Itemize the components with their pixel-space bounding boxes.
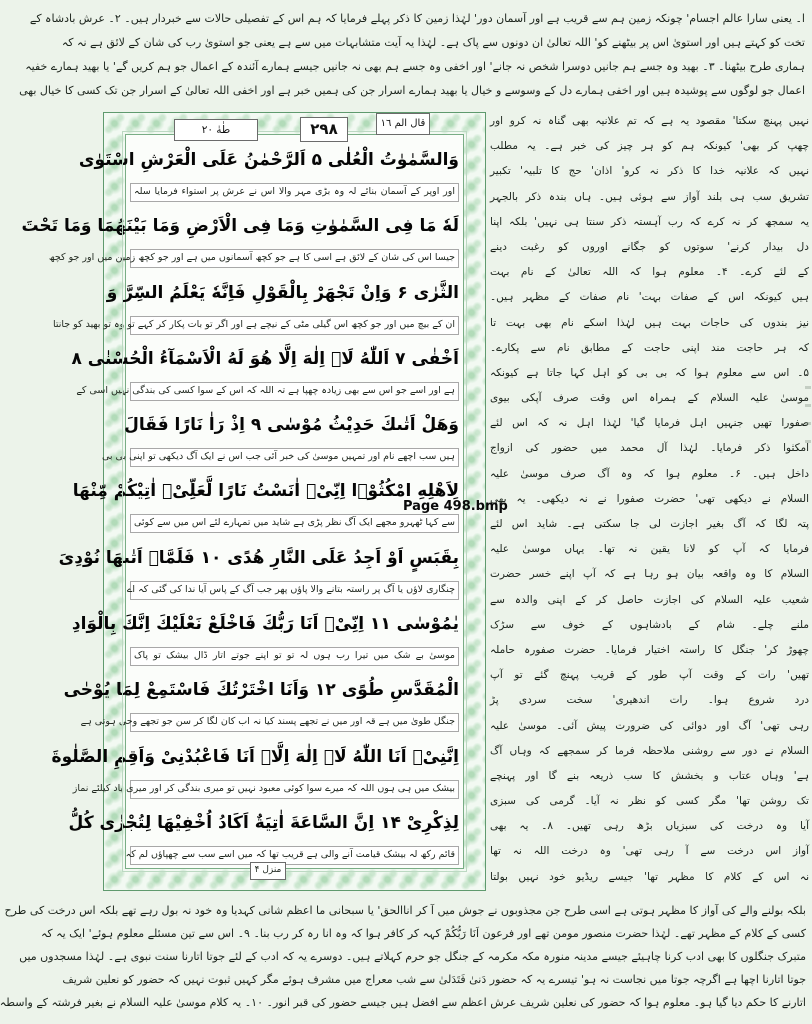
interlinear-urdu-translation: قائم رکھ لہ بیشک قیامت آنے والی ہے قریب تھا کہ میں اسے سب سے چھپاؤں لم کہ xyxy=(130,846,459,865)
commentary-line: نہیں کہ علانیہ خدا کا ذکر نہ کرو' اذان' حج کا تلبیہ' تکبیر xyxy=(490,165,809,178)
commentary-line: بلکہ بولنے والے کی آواز کا مظہر ہوتی ہے اسی طرح جن مجذوبوں نے جوش میں آ کر اناالحق' یا سبحانی ما اعظم شانی کہدیا وہ خود نہ بول رہے تھے بلکہ اس درخت کی طرح xyxy=(4,904,806,917)
surah-name-box: طٰهٰ ۲۰ xyxy=(174,119,258,141)
commentary-line: السلام کا وہ واقعہ بیان ہو رہا ہے کہ آپ اپنے خسر حضرت xyxy=(490,568,809,581)
commentary-line: ا۔ یعنی سارا عالم اجسام' چونکہ زمین ہم سے قریب ہے اور آسمان دور' لہٰذا زمین کا ذکر پہلے فرمایا کہ ہم اس کے تفصیلی حالات سے خبردار ہیں۔ ۲۔ عرش بادشاہ کے xyxy=(29,12,805,25)
verse-pair xyxy=(71,337,459,401)
interlinear-urdu-translation: چنگاری لاؤں یا آگ پر راستہ بتانے والا پاؤں پھر جب آگ کے پاس آیا ندا کی گئی کہ اے xyxy=(130,581,459,600)
verse-pair xyxy=(71,602,459,666)
page-number-box: ۲۹۸ xyxy=(300,117,348,142)
commentary-line: اتارنے کا حکم دیا گیا ہو۔ معلوم ہوا کہ حضور کی نعلین شریف عرش اعظم سے افضل ہیں جیسے حضور کی قبر انور۔ ۱۰۔ یہ کلام موسیٰ علیہ السلام نے بغیر فرشتہ کے واسطہ xyxy=(0,996,806,1009)
interlinear-urdu-translation: ہیں سب اچھے نام اور تمہیں موسیٰ کی خبر آئی جب اس نے ایک آگ دیکھی تو اپنی بی بی xyxy=(130,448,459,467)
verse-pair xyxy=(52,271,459,335)
commentary-line: تھیں' رات کے وقت آپ طور کے قریب پہنچ گئے تو آپ xyxy=(490,669,809,682)
commentary-line: تشریق سب ہی بلند آواز سے ہوئی ہیں۔ ہاں بندہ ذکر بالجہر xyxy=(490,190,809,203)
commentary-line: متبرک جنگلوں کا بھی ادب کرنا چاہیئے جیسے مدینہ منورہ مکہ مکرمہ کے جنگل جو حرم کہلاتے ہیں۔ دوسرے یہ کہ ادب کے لئے جوتا اتارنا سنت نبوی ہے۔ لہٰذا مسجدوں میں xyxy=(19,950,806,963)
interlinear-urdu-translation: جیسا اس کی شان کے لائق ہے اسی کا ہے جو کچھ آسمانوں میں ہے اور جو کچھ زمین میں اور جو کچھ xyxy=(130,249,459,268)
verse-pair xyxy=(68,801,459,865)
commentary-line: اعمال جو لوگوں سے پوشیدہ ہیں اور اخفی ہمارے دل کے وسوسے و خیال یا بھید ہمارے اسرار جن کی ہمیں خبر ہے اور اخفی اللہ تعالیٰ کے اسرار جن تک کسی کا خیال بھی xyxy=(19,84,805,97)
commentary-line: آیا وہ درخت کی سبزیاں بڑھ رہی تھیں۔ ۸۔ یہ بھی xyxy=(490,820,810,833)
commentary-line: کہ ہر حاجت مند اپنی حاجت کے مطابق نام سے پکارے۔ xyxy=(490,341,809,354)
commentary-line: صفورا تھیں جنہیں اہل فرمایا گیا' لہٰذا اہل نہ کہ اس لئے xyxy=(490,417,809,430)
verse-pair xyxy=(58,536,459,600)
commentary-line: چھوڑ کر' جنگل کا راستہ اختیار فرمایا۔ حضرت صفورہ حاملہ xyxy=(490,643,809,656)
commentary-line: کے لئے کرے۔ ۴۔ معلوم ہوا کہ اللہ تعالیٰ کے نام بہت xyxy=(490,266,809,279)
top-commentary-block xyxy=(19,7,805,103)
arabic-verse-line: لِاَهْلِهِ امْكُثُوْۤا اِنِّىْۤ اٰنَسْتُ نَارًا لَّعَلِّىْۤ اٰتِيْكُمْ مِّنْهَا xyxy=(72,481,459,502)
commentary-line: نہ اس کے کلام کا مظہر تھا' جیسے ریڈیو خود نہیں بولتا xyxy=(490,870,809,883)
commentary-line: السلام نے دیکھی تھی' حضرت صفورا نے نہ دیکھی۔ یہ بھی xyxy=(490,492,809,505)
arabic-verse-line: اَخْفٰى ۷ اَللّٰهُ لَاۤ اِلٰهَ اِلَّا هُوَ لَهُ الْاَسْمَآءُ الْحُسْنٰى ۸ xyxy=(71,348,459,369)
arabic-verse-line: لَهٗ مَا فِى السَّمٰوٰتِ وَمَا فِى الْاَرْضِ وَمَا بَيْنَهُمَا وَمَا تَحْتَ xyxy=(21,216,459,237)
verse-pair xyxy=(21,204,459,268)
bottom-commentary-block xyxy=(0,899,806,1014)
interlinear-urdu-translation: اور اوپر کے آسمان بنائے لہ وہ بڑی مہر والا اس نے عرش پر استواء فرمایا سلہ xyxy=(130,183,459,202)
interlinear-urdu-translation: موسیٰ بے شک میں تیرا رب ہوں لہ تو تو اپنے جوتے اتار ڈال بیشک تو پاک xyxy=(130,647,459,666)
commentary-line: نیز بندوں کی حاجات بہت ہیں لہٰذا اسکے نام بھی بہت تا xyxy=(490,316,809,329)
arabic-verse-line: وَهَلْ اَتٰىكَ حَدِيْثُ مُوْسٰى ۹ اِذْ رَاٰ نَارًا فَقَالَ xyxy=(124,415,459,436)
commentary-line: ہماری طرح بیٹھنا۔ ۳۔ بھید وہ جسے ہم جانیں دوسرا شخص نہ جانے' اور اخفی وہ جسے ہم بھی نہ جانیں جیسے ہمارے آئندہ کے اعمال جو ہم کریں گے' یا بھید ہمارے خفیہ xyxy=(25,60,805,73)
commentary-line: پتہ لگا کہ آگ بغیر اجازت لی جا سکتی ہے۔ شاید اس لئے xyxy=(490,518,809,530)
interlinear-urdu-translation: سے کہا ٹھہرو مجھے ایک آگ نظر پڑی ہے شاید میں تمہارے لئے اس میں سے کوئی xyxy=(130,514,459,533)
juz-name-box: قال الم ١٦ xyxy=(376,113,430,135)
arabic-verse-line: الْمُقَدَّسِ طُوًى ۱۲ وَاَنَا اخْتَرْتُكَ فَاسْتَمِعْ لِمَا يُوْحٰى xyxy=(63,680,459,701)
commentary-line: داخل ہیں۔ ۶۔ معلوم ہوا کہ وہ آگ صرف موسیٰ علیہ xyxy=(490,467,809,480)
commentary-line: ہے' وہاں عتاب و بخشش کا سب ذریعہ بنے گا اور پہنچے xyxy=(490,769,809,782)
commentary-line: السلام نے دور سے روشنی ملاحظہ فرما کر سمجھے کہ وہاں آگ xyxy=(490,744,809,757)
verse-pair xyxy=(63,668,459,732)
arabic-verse-line: اِنَّنِىْۤ اَنَا اللّٰهُ لَاۤ اِلٰهَ اِلَّاۤ اَنَا فَاعْبُدْنِىْ وَاَقِمِ الصَّلٰوةَ xyxy=(51,746,459,767)
interlinear-urdu-translation: ان کے بیچ میں اور جو کچھ اس گیلی مٹی کے نیچے ہے اور اگر تو بات پکار کر کہے تو وہ تو بھید کو جانتا xyxy=(130,316,459,335)
arabic-verse-line: وَالسَّمٰوٰتُ الْعُلٰى ۵ اَلرَّحْمٰنُ عَلَى الْعَرْشِ اسْتَوٰى xyxy=(78,150,459,170)
commentary-line: دل بیدار کرنے' سوتوں کو جگانے اوروں کو رغبت دینے xyxy=(490,240,809,253)
commentary-line: رہی تھی' آگ اور دوائی کی ضرورت پیش آئی۔ موسیٰ علیہ xyxy=(490,719,809,732)
commentary-line: جوتا اتارنا اچھا ہے اگرچہ جوتا میں نجاست نہ ہو' تیسرے یہ کہ حضور دَنیٰ فَتَدَلیٰ سے شب معراج میں مشرف ہوئے مگر کہیں ثبوت نہیں کہ حضور کو نعلین شریف xyxy=(62,973,806,986)
interlinear-urdu-translation: جنگل طویٰ میں ہے قہ اور میں نے تجھے پسند کیا نہ اب کان لگا کر سن جو تجھے وحی ہوتی ہے xyxy=(130,713,459,732)
commentary-line: کسی کے کلام کے مظہر تھے۔ لہٰذا حضرت منصور مومن تھے اور فرعون اَنَا رَبُّكُمْ کہہ کر کافر ہوا کہ وہ انا رہ کر رب بنا۔ ۹۔ اس سے تین مسئلے معلوم ہوئے' ایک یہ کہ xyxy=(40,927,806,940)
filename-overlay-label: Page 498.bmp xyxy=(403,499,508,514)
commentary-line: موسیٰ علیہ السلام کے ہمراہ اس وقت صرف آپکی بیوی xyxy=(490,392,809,405)
commentary-line: چھپ کر بھی' کیونکہ ہم کو ہر چیز کی خبر ہے۔ یہ مطلب xyxy=(490,140,809,153)
arabic-verse-line: بِقَبَسٍ اَوْ اَجِدُ عَلَى النَّارِ هُدًى ۱۰ فَلَمَّاۤ اَتٰىهَا نُوْدِىَ xyxy=(58,547,459,568)
verse-pair xyxy=(51,735,459,799)
commentary-line: تک روشن تھا' مگر کسی کو نظر نہ آیا۔ گرمی کی سبزی xyxy=(490,795,809,808)
commentary-line: امکثوا ذکر فرمایا۔ لہٰذا آل محمد میں حضور کی ازواج xyxy=(490,442,809,455)
interlinear-urdu-translation: بیشک میں ہی ہوں اللہ کہ میرے سوا کوئی معبود نہیں تو میری بندگی کر اور میری یاد کیلئے نماز xyxy=(130,780,459,799)
commentary-line: تخت کو کہتے ہیں اور استویٰ اس پر بیٹھنے کو' اللہ تعالیٰ ان دونوں سے پاک ہے۔ لہٰذا یہ آیت متشابہات میں سے ہے یعنی جو استویٰ رب کی شان کے لائق ہے نہ کہ xyxy=(61,36,805,49)
arabic-verse-line: يٰمُوْسٰى ۱۱ اِنِّىْۤ اَنَا رَبُّكَ فَاخْلَعْ نَعْلَيْكَ اِنَّكَ بِالْوَادِ xyxy=(71,614,459,635)
commentary-line: شعیب علیہ السلام کی اجازت حاصل کر کے اپنی والدہ سے xyxy=(490,593,809,606)
commentary-line: ملنے چلے۔ شام کے بادشاہوں کے خوف سے سڑک xyxy=(490,618,809,631)
side-commentary-column xyxy=(490,109,809,890)
verse-pair xyxy=(78,138,459,202)
arabic-verse-line: لِذِكْرِىْ ۱۴ اِنَّ السَّاعَةَ اٰتِيَةٌ اَكَادُ اُخْفِيْهَا لِتُجْزٰى كُلُّ xyxy=(68,812,459,833)
commentary-line: یہ سمجھ کر نہ کرے کہ رب آہستہ ذکر سنتا ہی نہیں' بلکہ اپنا xyxy=(490,215,809,228)
manzil-marker-box: منزل ۴ xyxy=(250,862,286,880)
commentary-line: ہیں کیونکہ اس کے صفات بہت' نام صفات کے مظہر ہیں۔ xyxy=(490,291,809,304)
commentary-line: نہیں پہنچ سکتا' مقصود یہ ہے کہ تم علانیہ بھی گناہ نہ کرو اور xyxy=(490,115,809,127)
interlinear-urdu-translation: ہے اور اسے جو اس سے بھی زیادہ چھپا ہے تہ اللہ کہ اس کے سوا کسی کی بندگی نہیں اسی کے xyxy=(130,382,459,401)
scan-artifact-marks xyxy=(805,386,811,450)
verse-pair xyxy=(101,403,459,467)
commentary-line: درد شروع ہوا۔ رات اندھیری' سخت سردی پڑ xyxy=(490,694,809,707)
arabic-verse-line: الثَّرٰى ۶ وَاِنْ تَجْهَرْ بِالْقَوْلِ فَاِنَّهٗ يَعْلَمُ السِّرَّ وَ xyxy=(106,282,459,303)
commentary-line: فرمایا کہ آپ کو لانا یقین نہ تھا۔ یہاں موسیٰ علیہ xyxy=(490,543,809,556)
commentary-line: ۵۔ اس سے معلوم ہوا کہ بی بی کو اہل کہا جاتا ہے کیونکہ xyxy=(490,366,809,379)
commentary-line: آواز اس درخت سے آ رہی تھی' وہ درخت اللہ نہ تھا xyxy=(490,845,809,858)
